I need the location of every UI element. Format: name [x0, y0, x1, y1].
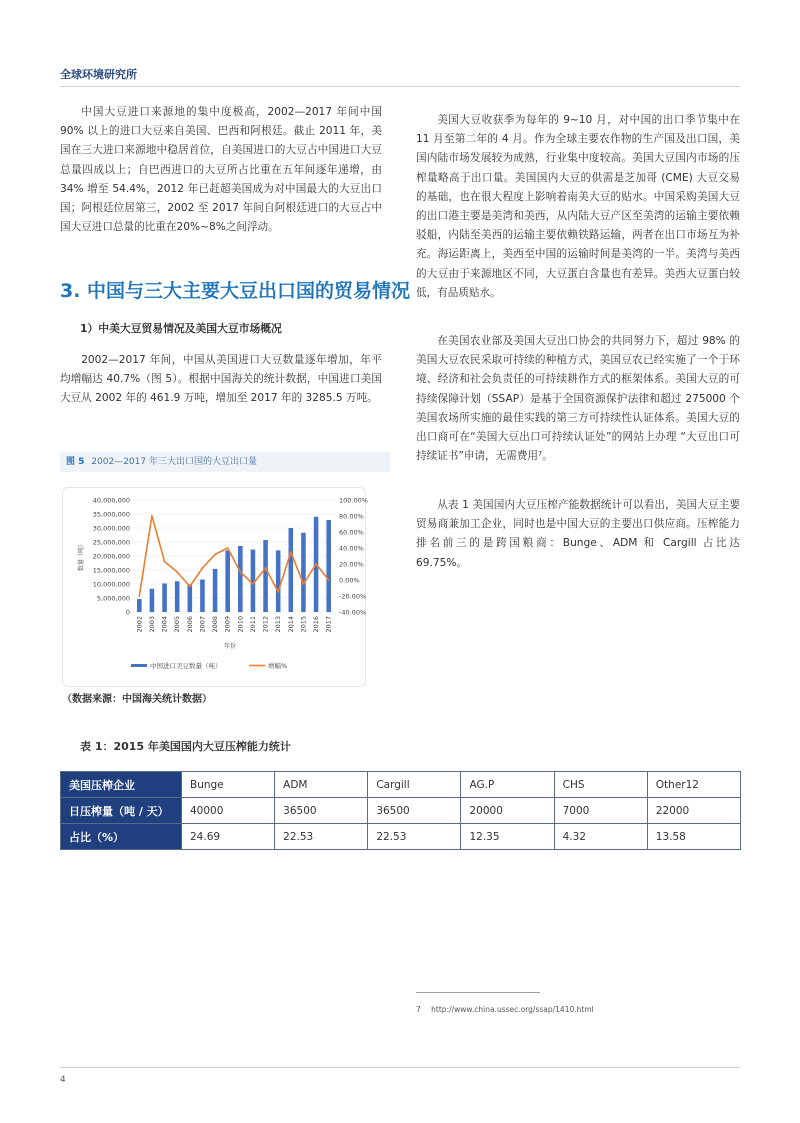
- bar: [213, 569, 218, 612]
- table-cell: 22000: [647, 798, 740, 824]
- header-divider: [60, 86, 740, 87]
- bar: [175, 581, 180, 612]
- y-left-tick-label: 5,000,000: [96, 594, 130, 603]
- table-cell: 40000: [182, 798, 275, 824]
- y-right-tick-label: 80.00%: [339, 512, 364, 521]
- growth-point: [176, 571, 178, 573]
- capacity-paragraph: 从表 1 美国国内大豆压榨产能数据统计可以看出，美国大豆主要贸易商兼加工企业，同时也是中国大豆的主要出口供应商。压榨能力排名前三的是跨国粮商：Bunge、ADM 和 Cargill 占比达 69.75%。: [416, 499, 740, 569]
- legend-bar-label: 中国进口美豆数量（吨）: [150, 662, 222, 670]
- sustainability-paragraph: 在美国农业部及美国大豆出口协会的共同努力下，超过 98% 的美国大豆农民采取可持续的种植方式，美国豆农已经实施了一个于环境、经济和社会负责任的可持续耕作方式的框架体系。美国大豆的可持续保障计划（SSAP）是基于全国资源保护法律和超过 275000 个美国农场所实施的最佳实践的第三方可持续性认证体系。美国大豆的出口商可在“美国大豆出口可持续认证处”的网站上办理 “大豆出口可持续证书”申请，无需费用⁷。: [416, 335, 740, 463]
- x-tick-label: 2011: [248, 616, 257, 633]
- bar: [162, 583, 167, 612]
- bar: [276, 550, 281, 612]
- x-tick-label: 2002: [135, 616, 144, 633]
- y-left-tick-label: 30,000,000: [92, 524, 130, 533]
- table-cell: AG.P: [461, 772, 554, 798]
- y-left-tick-label: 20,000,000: [92, 552, 130, 561]
- figure-caption: [60, 452, 390, 472]
- x-tick-label: 2006: [185, 616, 194, 633]
- x-tick-label: 2008: [211, 616, 220, 633]
- row-header: 美国压榨企业: [61, 772, 182, 798]
- y-axis-title: 数量（吨）: [78, 540, 85, 572]
- y-right-tick-label: 40.00%: [339, 544, 364, 553]
- y-left-tick-label: 0: [125, 608, 130, 617]
- table-cell: Bunge: [182, 772, 275, 798]
- bar: [326, 520, 331, 612]
- growth-point: [328, 579, 330, 581]
- growth-point: [202, 567, 204, 569]
- growth-point: [265, 567, 267, 569]
- growth-point: [303, 583, 305, 585]
- growth-point: [277, 591, 279, 593]
- growth-point: [252, 583, 254, 585]
- growth-point: [315, 563, 317, 565]
- import-chart: [63, 488, 368, 686]
- y-left-tick-label: 10,000,000: [92, 580, 130, 589]
- legend-bar-swatch: [131, 664, 147, 667]
- table-cell: 12.35: [461, 824, 554, 850]
- figure-source-note: （数据来源：中国海关统计数据）: [62, 694, 212, 705]
- header-title: 全球环境研究所: [60, 68, 137, 81]
- y-right-tick-label: 20.00%: [339, 560, 364, 569]
- table-cell: 22.53: [368, 824, 461, 850]
- table-row: [61, 798, 741, 824]
- x-tick-label: 2004: [160, 616, 169, 633]
- bar: [289, 528, 294, 612]
- x-axis-title: 年份: [223, 643, 237, 650]
- harvest-paragraph: 美国大豆收获季为每年的 9~10 月，对中国的出口季节集中在 11 月至第二年的 4 月。作为全球主要农作物的生产国及出口国，美国内陆市场发展较为成熟，行业集中度较高。美国大豆国内市场的压榨量略高于出口量。美国国内大豆的供需是芝加哥 (CME) 大豆交易的基础，也在很大程度上影响着南美大豆的贴水。中国采购美国大豆的出口港主要是美湾和美西，从内陆大豆产区至美湾的运输主要依赖驳船，内陆至美西的运输主要依赖铁路运输，两者在出口市场互为补充。海运距离上，美西至中国的运输时间是美湾的一半。美湾与美西的大豆由于来源地区不同，大豆蛋白含量也有差异。美西大豆蛋白较低，有品质贴水。: [416, 114, 740, 299]
- growth-point: [290, 551, 292, 553]
- growth-point: [138, 595, 140, 597]
- y-left-tick-label: 25,000,000: [92, 538, 130, 547]
- row-header: 日压榨量（吨 / 天）: [61, 798, 182, 824]
- row-header: 占比（%）: [61, 824, 182, 850]
- growth-point: [164, 561, 166, 563]
- table-caption: 表 1：2015 年美国国内大豆压榨能力统计: [80, 740, 291, 753]
- bar: [238, 546, 243, 612]
- x-tick-label: 2012: [261, 616, 270, 633]
- y-right-tick-label: 60.00%: [339, 528, 364, 537]
- bar: [150, 589, 155, 612]
- x-tick-label: 2009: [223, 616, 232, 633]
- crushing-capacity-table: [60, 771, 741, 850]
- growth-point: [227, 547, 229, 549]
- figure-title: 2002—2017 年三大出口国的大豆出口量: [91, 457, 257, 467]
- x-tick-label: 2015: [299, 616, 308, 633]
- trade-paragraph: 2002—2017 年间，中国从美国进口大豆数量逐年增加，年平均增幅达 40.7%（图 5）。根据中国海关的统计数据，中国进口美国大豆从 2002 年的 461.9 万吨，增加至 2017 年的 3285.5 万吨。: [60, 354, 382, 405]
- table-cell: 20000: [461, 798, 554, 824]
- y-left-tick-label: 35,000,000: [92, 510, 130, 519]
- bar: [263, 540, 268, 612]
- footnote-divider: [416, 992, 540, 993]
- x-tick-label: 2007: [198, 616, 207, 633]
- footnote-number: 7: [416, 1005, 421, 1014]
- legend-line-label: 增幅%: [268, 662, 288, 670]
- footnote-url: http://www.china.ussec.org/ssap/1410.html: [431, 1005, 594, 1014]
- bar: [200, 580, 205, 612]
- table-row: [61, 824, 741, 850]
- x-tick-label: 2003: [147, 616, 156, 633]
- y-right-tick-label: 100.00%: [339, 496, 368, 505]
- figure-label: 图 5: [66, 457, 85, 467]
- bar: [301, 533, 306, 612]
- intro-paragraph: 中国大豆进口来源地的集中度极高，2002—2017 年间中国 90% 以上的进口大豆来自美国、巴西和阿根廷。截止 2011 年，美国在三大进口来源地中稳居首位，自美国进口的大豆占中国进口大豆总量四成以上；自巴西进口的大豆所占比重在五年间逐年递增，由 34% 增至 54.4%，2012 年已赶超美国成为对中国最大的大豆出口国；阿根廷位居第三，2002 至 2017 年间自阿根廷进口的大豆占中国大豆进口总量的比重在20%~8%之间浮动。: [60, 106, 382, 234]
- table-cell: Other12: [647, 772, 740, 798]
- table-cell: 36500: [275, 798, 368, 824]
- x-tick-label: 2017: [324, 616, 333, 633]
- table-cell: 24.69: [182, 824, 275, 850]
- bar: [225, 550, 230, 612]
- footnote: [416, 1005, 594, 1014]
- section-title: 3. 中国与三大主要大豆出口国的贸易情况: [60, 280, 411, 302]
- x-tick-label: 2005: [173, 616, 182, 633]
- growth-point: [189, 586, 191, 588]
- chart-container: [62, 487, 366, 687]
- y-left-tick-label: 15,000,000: [92, 566, 130, 575]
- x-tick-label: 2014: [286, 616, 295, 633]
- table-cell: 22.53: [275, 824, 368, 850]
- page-number: 4: [60, 1075, 66, 1085]
- footer-divider: [60, 1067, 740, 1068]
- table-cell: Cargill: [368, 772, 461, 798]
- table-row: [61, 772, 741, 798]
- y-right-tick-label: 0.00%: [339, 576, 360, 585]
- table-cell: CHS: [554, 772, 647, 798]
- x-tick-label: 2010: [236, 616, 245, 633]
- x-tick-label: 2013: [274, 616, 283, 633]
- subsection-title: 1）中美大豆贸易情况及美国大豆市场概况: [80, 322, 282, 335]
- table-cell: 36500: [368, 798, 461, 824]
- y-left-tick-label: 40,000,000: [92, 496, 130, 505]
- growth-point: [214, 554, 216, 556]
- table-cell: 7000: [554, 798, 647, 824]
- growth-point: [239, 571, 241, 573]
- table-cell: 4.32: [554, 824, 647, 850]
- bar: [188, 584, 193, 612]
- y-right-tick-label: -20.00%: [339, 592, 367, 601]
- bar: [137, 599, 142, 612]
- table-cell: ADM: [275, 772, 368, 798]
- table-cell: 13.58: [647, 824, 740, 850]
- growth-point: [151, 515, 153, 517]
- y-right-tick-label: -40.00%: [339, 608, 367, 617]
- x-tick-label: 2016: [312, 616, 321, 633]
